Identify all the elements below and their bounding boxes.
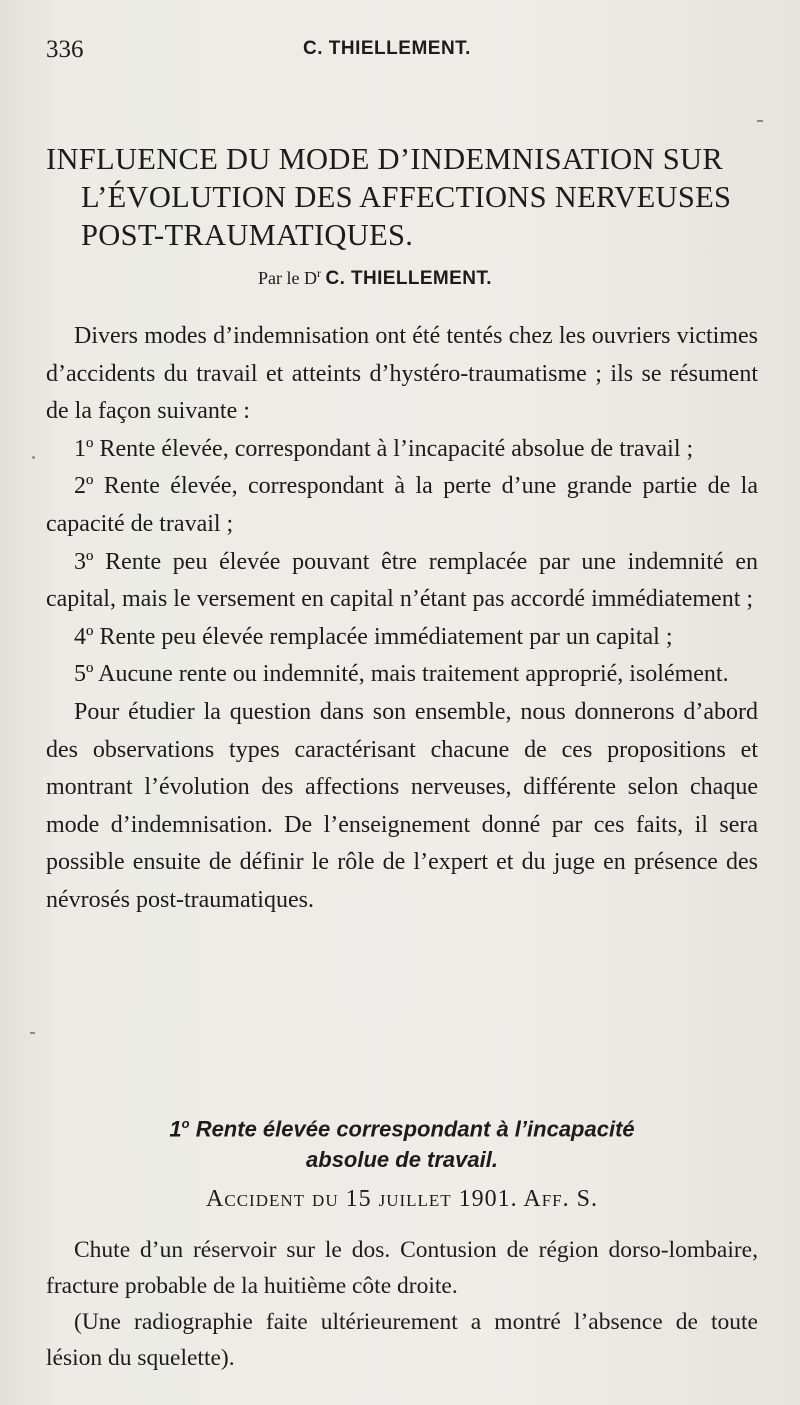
- case-text: [46, 1232, 758, 1376]
- section-heading-line-2: absolue de travail.: [306, 1147, 498, 1173]
- scan-speck: [32, 456, 35, 459]
- byline-sup: r: [316, 266, 321, 280]
- paragraph: (Une radiographie faite ultérieurement a montré l’absence de toute lésion du squelette).: [46, 1309, 758, 1371]
- section-heading-line-1: Rente élevée correspondant à l’incapacité: [195, 1116, 635, 1142]
- case-heading: Accident du 15 juillet 1901. Aff. S.: [206, 1186, 598, 1212]
- section-number-sup: o: [181, 1116, 190, 1131]
- section-heading: [46, 1108, 758, 1175]
- page-number: 336: [46, 36, 84, 63]
- page-header: [46, 32, 746, 66]
- title-line-3: POST-TRAUMATIQUES.: [81, 218, 414, 252]
- section-number: 1: [169, 1116, 182, 1142]
- scan-speck: [30, 1032, 35, 1034]
- paragraph: Divers modes d’indemnisation ont été tentés chez les ouvriers victimes d’accidents du travail et atteints d’hystéro-traumatisme ; ils se résument de la façon suivante :: [46, 323, 758, 425]
- byline: [258, 266, 492, 290]
- title-line-2: L’ÉVOLUTION DES AFFECTIONS NERVEUSES: [81, 180, 732, 214]
- byline-author: C. THIELLEMENT.: [325, 268, 492, 289]
- paragraph: Chute d’un réservoir sur le dos. Contusion de région dorso-lombaire, fracture probable de la huitième côte droite.: [46, 1237, 758, 1299]
- article-title: [46, 140, 766, 254]
- scan-speck: [757, 120, 763, 122]
- list-item: 4º Rente peu élevée remplacée immédiatement par un capital ;: [74, 623, 673, 650]
- list-item: 5º Aucune rente ou indemnité, mais traitement approprié, isolément.: [74, 661, 729, 688]
- title-line-1: INFLUENCE DU MODE D’INDEMNISATION SUR: [46, 142, 723, 176]
- list-item: 1º Rente élevée, correspondant à l’incapacité absolue de travail ;: [74, 435, 694, 462]
- intro-text: [46, 318, 758, 920]
- running-head: C. THIELLEMENT.: [303, 38, 471, 59]
- list-item: 3º Rente peu élevée pouvant être remplacée par une indemnité en capital, mais le versement en capital n’étant pas accordé immédiatement ;: [46, 548, 758, 613]
- paragraph: Pour étudier la question dans son ensemble, nous donnerons d’abord des observations types caractérisant chacune de ces propositions et montrant l’évolution des affections nerveuses, différente selon chaque mode d’indemnisation. De l’enseignement donné par ces faits, il sera possible ensuite de définir le rôle de l’expert et du juge en présence des névrosés post-traumatiques.: [46, 698, 758, 913]
- list-item: 2º Rente élevée, correspondant à la perte d’une grande partie de la capacité de travail ;: [46, 473, 758, 537]
- byline-prefix: Par le D: [258, 268, 317, 288]
